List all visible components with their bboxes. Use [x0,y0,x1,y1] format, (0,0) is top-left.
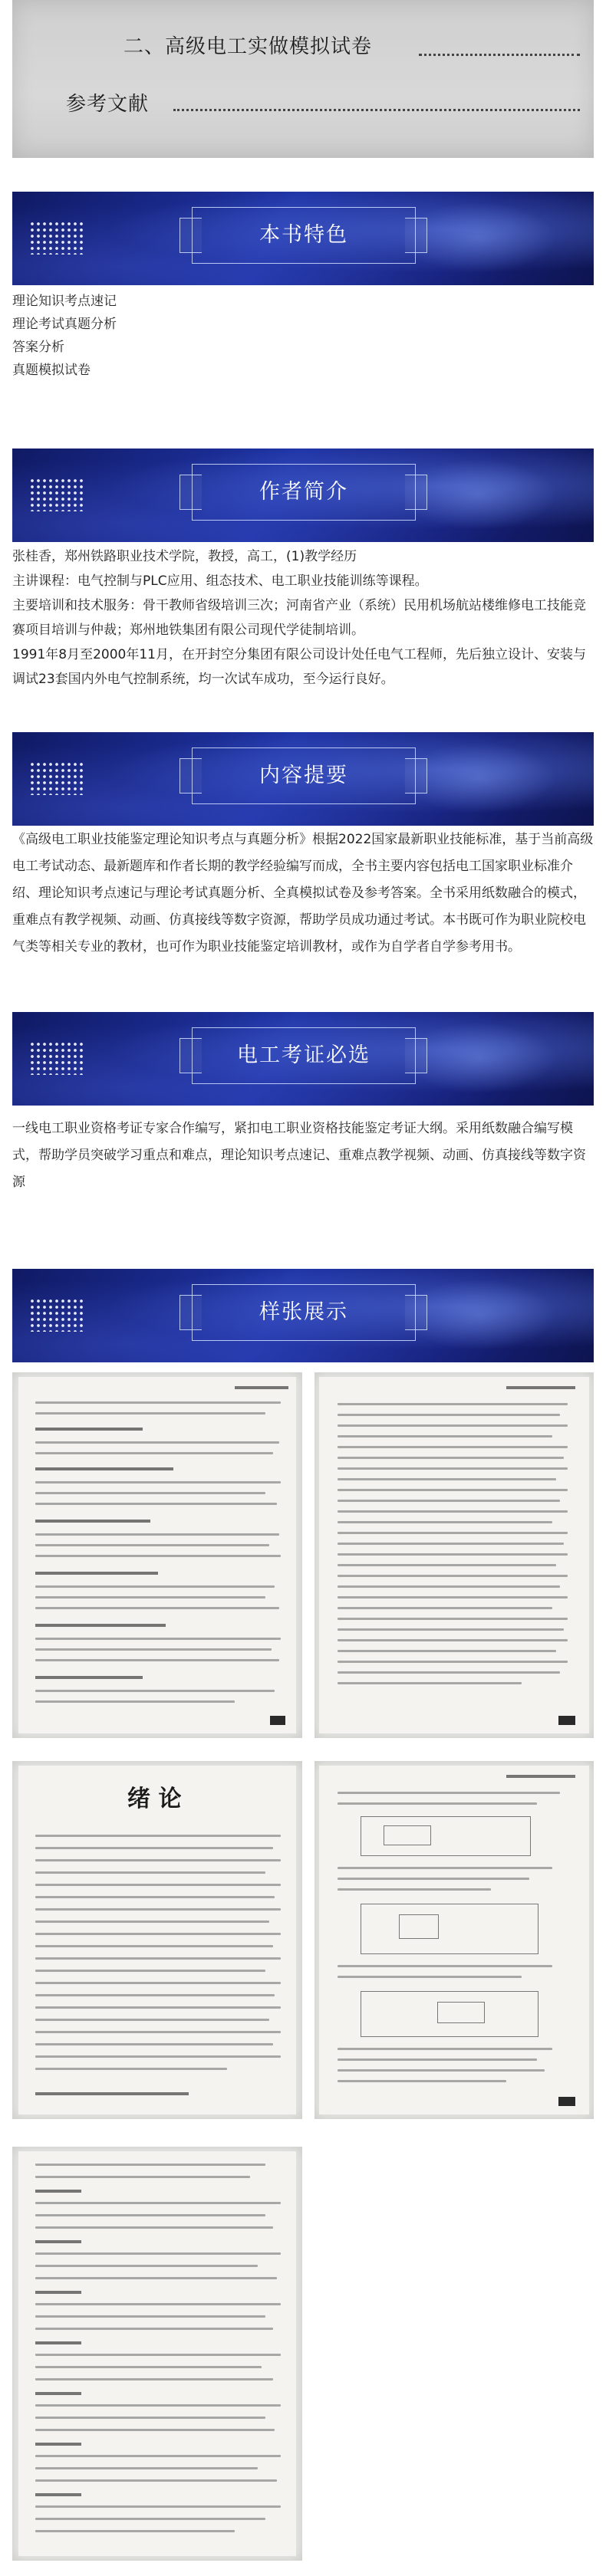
dot-grid-decoration [29,761,86,795]
author-text [12,544,595,692]
contents-line-exam: 二、高级电工实做模拟试卷 [124,35,373,58]
feature-item: 理论知识考点速记 [12,294,117,309]
contents-leader-dots [419,54,580,56]
section-banner-features [12,192,594,285]
author-paragraph: 1991年8月至2000年11月，在开封空分集团有限公司设计处任电气工程师，先后独立设计、安装与调试23套国内外电气控制系统，均一次试车成功，至今运行良好。 [12,647,586,687]
section-banner-author [12,449,594,542]
section-banner-summary [12,732,594,826]
section-banner-certificate [12,1012,594,1106]
section-title-samples: 样张展示 [259,1300,348,1324]
contents-page-photo [12,0,594,158]
contents-line-references: 参考文献 [66,93,150,116]
sample-page-photo-5 [12,2147,302,2561]
certificate-text [12,1116,595,1196]
feature-item: 真题模拟试卷 [12,363,91,378]
sample-page-photo-2 [315,1372,594,1738]
section-title-certificate: 电工考证必选 [237,1043,371,1067]
dot-grid-decoration [29,478,86,511]
summary-paragraph: 《高级电工职业技能鉴定理论知识考点与真题分析》根据2022国家最新职业技能标准，基于当前高级电工考试动态、最新题库和作者长期的教学经验编写而成，全书主要内容包括电工国家职业标准介绍、理论知识考点速记与理论考试真题分析、全真模拟试卷及参考答案。全书采用纸数融合的模式，重难点有教学视频、动画、仿真接线等数字资源，帮助学员成功通过考试。本书既可作为职业院校电气类等相关专业的教材，也可作为职业技能鉴定培训教材，或作为自学者自学参考用书。 [12,832,594,955]
intro-heading: 绪 论 [127,1786,182,1812]
section-title-features: 本书特色 [259,223,348,247]
dot-grid-decoration [29,1298,86,1332]
sample-page-photo-1 [12,1372,302,1738]
section-title-author: 作者简介 [259,480,348,504]
dot-grid-decoration [29,221,86,255]
dot-grid-decoration [29,1041,86,1075]
section-banner-samples [12,1269,594,1362]
sample-page-photo-3 [12,1761,302,2119]
sample-page-photo-4 [315,1761,594,2119]
summary-text [12,826,595,961]
certificate-paragraph: 一线电工职业资格考证专家合作编写，紧扣电工职业资格技能鉴定考证大纲。采用纸数融合编写模式，帮助学员突破学习重点和难点，理论知识考点速记、重难点教学视频、动画、仿真接线等数字资源 [12,1121,586,1190]
section-title-summary: 内容提要 [259,764,348,787]
author-paragraph: 主要培训和技术服务：骨干教师省级培训三次；河南省产业（系统）民用机场航站楼维修电工技能竞赛项目培训与仲裁；郑州地铁集团有限公司现代学徒制培训。 [12,598,586,638]
author-paragraph: 主讲课程：电气控制与PLC应用、组态技术、电工职业技能训练等课程。 [12,573,428,589]
feature-item: 理论考试真题分析 [12,317,117,332]
features-list [12,290,595,382]
feature-item: 答案分析 [12,340,64,355]
author-paragraph: 张桂香，郑州铁路职业技术学院，教授，高工，(1)教学经历 [12,549,357,564]
contents-leader-dots [173,109,580,111]
